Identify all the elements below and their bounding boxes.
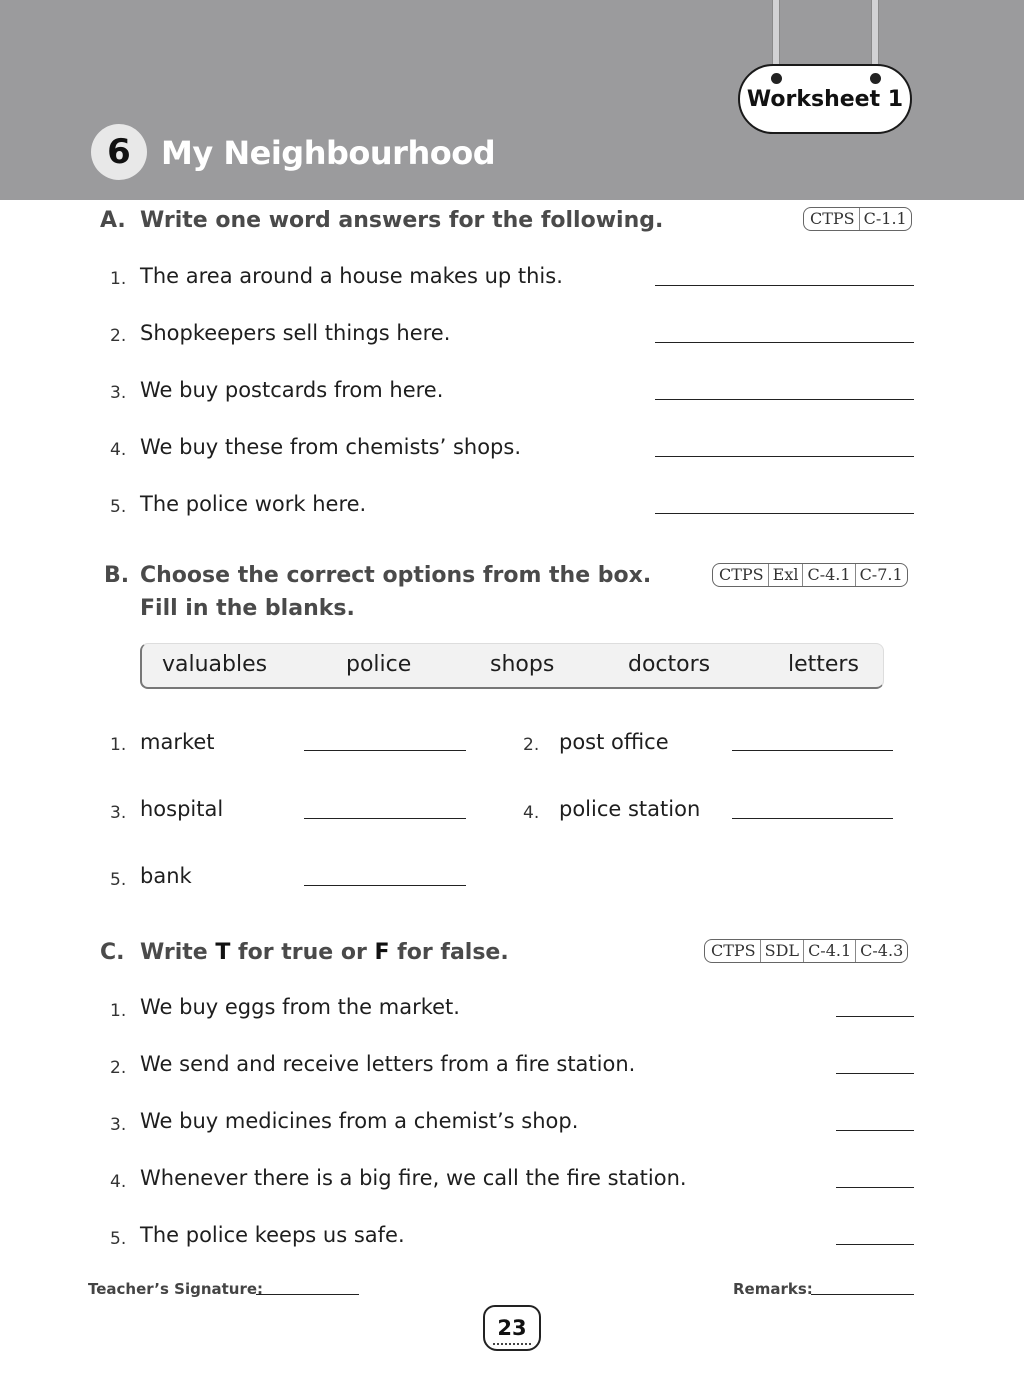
question-text: We buy postcards from here. [140, 378, 444, 402]
skill-tags [704, 939, 908, 963]
answer-blank[interactable] [304, 818, 466, 819]
heading-part: Write [140, 940, 216, 965]
hanging-string [871, 0, 879, 74]
skill-tag: CTPS [810, 209, 855, 228]
item-text: post office [559, 730, 669, 754]
answer-blank[interactable] [836, 1016, 914, 1017]
skill-tag: CTPS [711, 941, 756, 960]
statement-text: We buy eggs from the market. [140, 995, 460, 1019]
question-text: The area around a house makes up this. [140, 264, 563, 288]
page-number: 23 [483, 1305, 541, 1351]
word-option: letters [788, 652, 859, 677]
answer-blank[interactable] [655, 456, 914, 457]
section-title: Write one word answers for the following. [140, 208, 664, 233]
skill-tag: CTPS [719, 565, 764, 584]
word-option: doctors [628, 652, 711, 677]
answer-blank[interactable] [655, 285, 914, 286]
item-number: 3. [110, 803, 127, 823]
question-text: We buy these from chemists’ shops. [140, 435, 521, 459]
heading-part: for true or [230, 940, 375, 965]
answer-blank[interactable] [304, 750, 466, 751]
skill-tag: C-1.1 [859, 208, 911, 230]
statement-number: 1. [110, 1001, 127, 1021]
answer-blank[interactable] [655, 399, 914, 400]
word-option: police [346, 652, 412, 677]
statement-text: Whenever there is a big fire, we call the fire station. [140, 1166, 687, 1190]
word-option: shops [490, 652, 555, 677]
section-subtitle: Fill in the blanks. [140, 596, 355, 621]
tag-hole [771, 73, 782, 84]
section-letter: B. [104, 563, 130, 588]
section-title: Choose the correct options from the box. [140, 563, 652, 588]
tag-hole [870, 73, 881, 84]
heading-part: for false. [389, 940, 509, 965]
skill-tags [803, 207, 912, 231]
item-text: hospital [140, 797, 224, 821]
section-letter: A. [100, 208, 126, 233]
item-number: 4. [523, 803, 540, 823]
skill-tags [712, 563, 908, 587]
section-letter: C. [100, 940, 125, 965]
chapter-number: 6 [91, 124, 147, 180]
question-number: 3. [110, 383, 127, 403]
word-option: valuables [162, 652, 268, 677]
statement-number: 3. [110, 1115, 127, 1135]
answer-blank[interactable] [836, 1187, 914, 1188]
question-number: 5. [110, 497, 127, 517]
remarks-label: Remarks: [733, 1280, 813, 1298]
answer-blank[interactable] [655, 342, 914, 343]
skill-tag: C-4.1 [802, 564, 854, 586]
signature-blank[interactable] [256, 1294, 359, 1295]
statement-number: 4. [110, 1172, 127, 1192]
statement-text: The police keeps us safe. [140, 1223, 405, 1247]
remarks-blank[interactable] [811, 1294, 914, 1295]
statement-text: We send and receive letters from a fire station. [140, 1052, 636, 1076]
item-text: market [140, 730, 215, 754]
question-text: Shopkeepers sell things here. [140, 321, 451, 345]
statement-number: 2. [110, 1058, 127, 1078]
question-number: 4. [110, 440, 127, 460]
teacher-signature-label: Teacher’s Signature: [88, 1280, 264, 1298]
question-text: The police work here. [140, 492, 367, 516]
answer-blank[interactable] [732, 818, 893, 819]
answer-blank[interactable] [836, 1130, 914, 1131]
skill-tag: C-4.3 [855, 940, 907, 962]
heading-false-letter: F [374, 940, 390, 965]
question-number: 2. [110, 326, 127, 346]
answer-blank[interactable] [732, 750, 893, 751]
answer-blank[interactable] [304, 885, 466, 886]
question-number: 1. [110, 269, 127, 289]
item-number: 2. [523, 735, 540, 755]
statement-text: We buy medicines from a chemist’s shop. [140, 1109, 579, 1133]
answer-blank[interactable] [655, 513, 914, 514]
answer-blank[interactable] [836, 1073, 914, 1074]
answer-blank[interactable] [836, 1244, 914, 1245]
skill-tag: SDL [760, 940, 803, 962]
chapter-title: My Neighbourhood [161, 134, 496, 172]
skill-tag: Exl [768, 564, 803, 586]
hanging-string [772, 0, 780, 74]
heading-true-letter: T [215, 940, 231, 965]
statement-number: 5. [110, 1229, 127, 1249]
item-text: bank [140, 864, 192, 888]
item-text: police station [559, 797, 701, 821]
item-number: 1. [110, 735, 127, 755]
item-number: 5. [110, 870, 127, 890]
worksheet-label: Worksheet 1 [738, 64, 912, 134]
skill-tag: C-4.1 [803, 940, 855, 962]
skill-tag: C-7.1 [855, 564, 907, 586]
section-title [140, 940, 509, 965]
